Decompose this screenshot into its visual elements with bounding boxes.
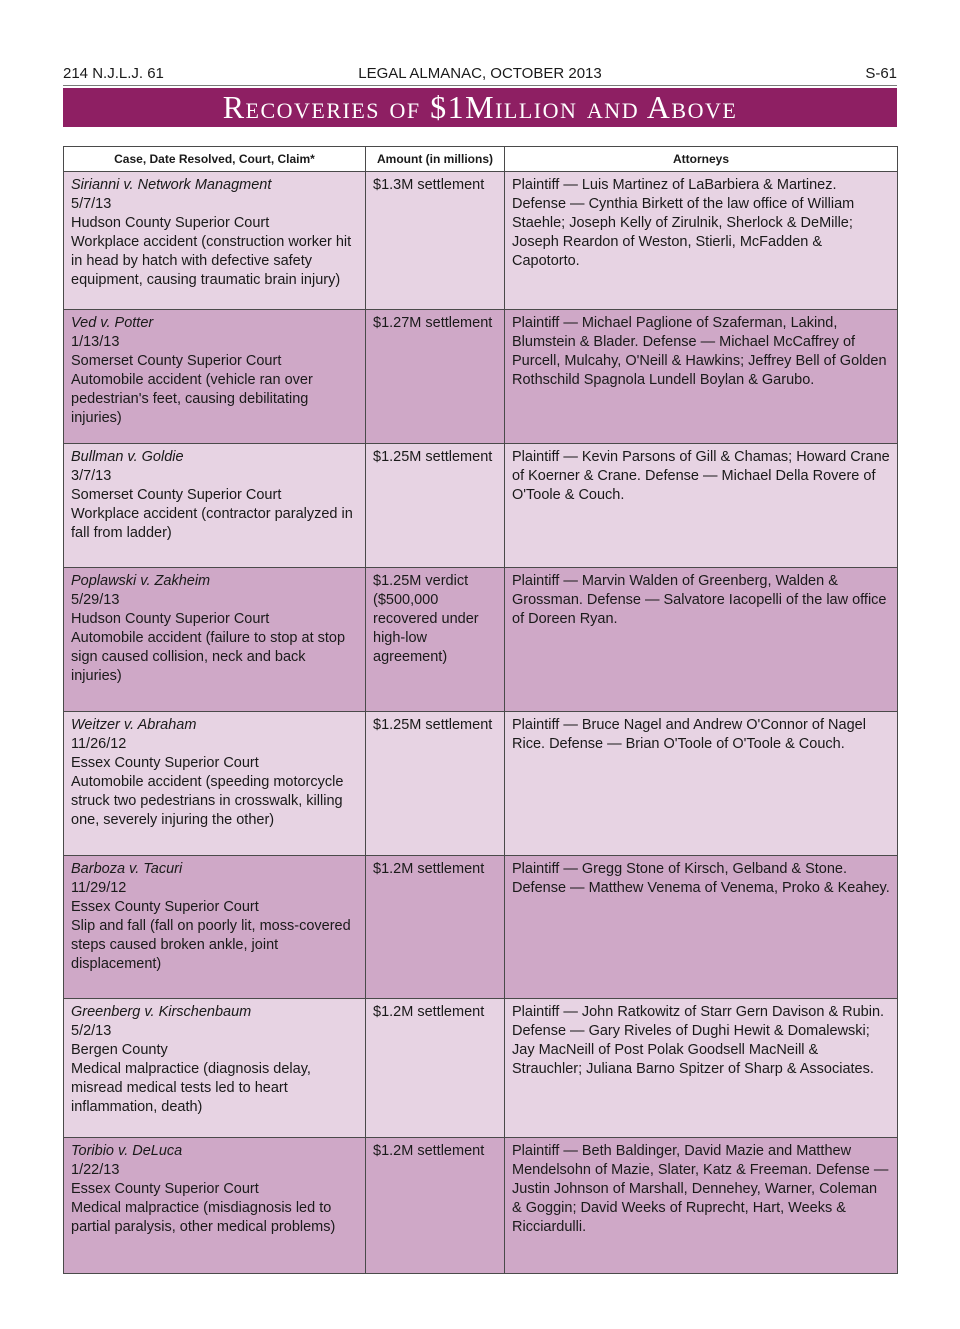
page-number: S-61 <box>865 65 897 82</box>
column-header-case: Case, Date Resolved, Court, Claim* <box>64 147 366 172</box>
case-name: Greenberg v. Kirschenbaum <box>71 1004 252 1020</box>
amount-cell: $1.25M verdict ($500,000 recovered under high-low agreement) <box>366 568 505 712</box>
court-name: Somerset County Superior Court <box>71 487 282 503</box>
court-name: Bergen County <box>71 1042 168 1058</box>
attorneys-cell: Plaintiff — Gregg Stone of Kirsch, Gelband & Stone. Defense — Matthew Venema of Venema, Proko & Keahey. <box>505 856 898 999</box>
table-row <box>64 444 898 568</box>
court-name: Essex County Superior Court <box>71 899 259 915</box>
case-cell <box>64 310 366 444</box>
table-row <box>64 1138 898 1274</box>
amount-cell: $1.25M settlement <box>366 444 505 568</box>
date-resolved: 5/7/13 <box>71 196 112 212</box>
amount-cell: $1.3M settlement <box>366 172 505 310</box>
case-cell <box>64 444 366 568</box>
journal-citation: 214 N.J.L.J. 61 <box>63 65 164 82</box>
amount-cell: $1.2M settlement <box>366 856 505 999</box>
recoveries-table <box>63 146 898 1274</box>
court-name: Hudson County Superior Court <box>71 611 270 627</box>
case-name: Bullman v. Goldie <box>71 449 184 465</box>
case-cell <box>64 172 366 310</box>
case-name: Poplawski v. Zakheim <box>71 573 211 589</box>
date-resolved: 5/29/13 <box>71 592 120 608</box>
attorneys-cell: Plaintiff — Bruce Nagel and Andrew O'Connor of Nagel Rice. Defense — Brian O'Toole of O'Toole & Couch. <box>505 712 898 856</box>
attorneys-cell: Plaintiff — Marvin Walden of Greenberg, Walden & Grossman. Defense — Salvatore Iacopelli of the law office of Doreen Ryan. <box>505 568 898 712</box>
attorneys-cell: Plaintiff — John Ratkowitz of Starr Gern Davison & Rubin. Defense — Gary Riveles of Dughi Hewit & Domalewski; Jay MacNeill of Post Polak Goodsell MacNeill & Strauchler; Juliana Barno Spitzer of Sharp & Associates. <box>505 999 898 1138</box>
attorneys-cell: Plaintiff — Kevin Parsons of Gill & Chamas; Howard Crane of Koerner & Crane. Defense — Michael Della Rovere of O'Toole & Couch. <box>505 444 898 568</box>
header-rule <box>63 85 897 86</box>
claim-description: Workplace accident (contractor paralyzed in fall from ladder) <box>71 506 353 541</box>
claim-description: Automobile accident (vehicle ran over pedestrian's feet, causing debilitating injuries) <box>71 372 313 426</box>
attorneys-cell: Plaintiff — Beth Baldinger, David Mazie and Matthew Mendelsohn of Mazie, Slater, Katz & Freeman. Defense — Justin Johnson of Marshall, Dennehey, Warner, Coleman & Goggin; David Weeks of Ruprecht, Hart, Weeks & Ricciardulli. <box>505 1138 898 1274</box>
claim-description: Medical malpractice (diagnosis delay, misread medical tests led to heart inflammation, death) <box>71 1061 311 1115</box>
case-cell <box>64 999 366 1138</box>
date-resolved: 3/7/13 <box>71 468 112 484</box>
table-row <box>64 999 898 1138</box>
table-row <box>64 712 898 856</box>
case-name: Weitzer v. Abraham <box>71 717 197 733</box>
page-header <box>63 62 897 84</box>
publication-title: LEGAL ALMANAC, OCTOBER 2013 <box>358 65 602 82</box>
court-name: Essex County Superior Court <box>71 1181 259 1197</box>
column-header-attorneys: Attorneys <box>505 147 898 172</box>
date-resolved: 1/13/13 <box>71 334 120 350</box>
case-name: Toribio v. DeLuca <box>71 1143 183 1159</box>
table-row <box>64 310 898 444</box>
case-name: Sirianni v. Network Managment <box>71 177 272 193</box>
claim-description: Slip and fall (fall on poorly lit, moss-covered steps caused broken ankle, joint displacement) <box>71 918 351 972</box>
column-header-amount: Amount (in millions) <box>366 147 505 172</box>
court-name: Hudson County Superior Court <box>71 215 270 231</box>
case-name: Ved v. Potter <box>71 315 154 331</box>
date-resolved: 1/22/13 <box>71 1162 120 1178</box>
claim-description: Medical malpractice (misdiagnosis led to partial paralysis, other medical problems) <box>71 1200 336 1235</box>
case-cell <box>64 856 366 999</box>
claim-description: Automobile accident (speeding motorcycle struck two pedestrians in crosswalk, killing one, severely injuring the other) <box>71 774 344 828</box>
case-cell <box>64 568 366 712</box>
amount-cell: $1.27M settlement <box>366 310 505 444</box>
case-cell <box>64 1138 366 1274</box>
amount-cell: $1.25M settlement <box>366 712 505 856</box>
table-row <box>64 172 898 310</box>
table-row <box>64 568 898 712</box>
amount-cell: $1.2M settlement <box>366 999 505 1138</box>
claim-description: Workplace accident (construction worker hit in head by hatch with defective safety equipment, causing traumatic brain injury) <box>71 234 352 288</box>
case-name: Barboza v. Tacuri <box>71 861 183 877</box>
court-name: Essex County Superior Court <box>71 755 259 771</box>
claim-description: Automobile accident (failure to stop at stop sign caused collision, neck and back injuries) <box>71 630 346 684</box>
attorneys-cell: Plaintiff — Michael Paglione of Szaferman, Lakind, Blumstein & Blader. Defense — Michael McCaffrey of Purcell, Mulcahy, O'Neill & Hawkins; Jeffrey Bell of Golden Rothschild Spagnola Lundell Boylan & Garubo. <box>505 310 898 444</box>
case-cell <box>64 712 366 856</box>
table-row <box>64 856 898 999</box>
date-resolved: 5/2/13 <box>71 1023 112 1039</box>
section-banner: Recoveries of $1Million and Above <box>63 88 897 127</box>
date-resolved: 11/26/12 <box>71 736 127 752</box>
attorneys-cell: Plaintiff — Luis Martinez of LaBarbiera & Martinez. Defense — Cynthia Birkett of the law office of William Staehle; Joseph Kelly of Zirulnik, Sherlock & DeMille; Joseph Reardon of Weston, Stierli, McFadden & Capotorto. <box>505 172 898 310</box>
amount-cell: $1.2M settlement <box>366 1138 505 1274</box>
table-header-row <box>64 147 898 172</box>
court-name: Somerset County Superior Court <box>71 353 282 369</box>
date-resolved: 11/29/12 <box>71 880 127 896</box>
